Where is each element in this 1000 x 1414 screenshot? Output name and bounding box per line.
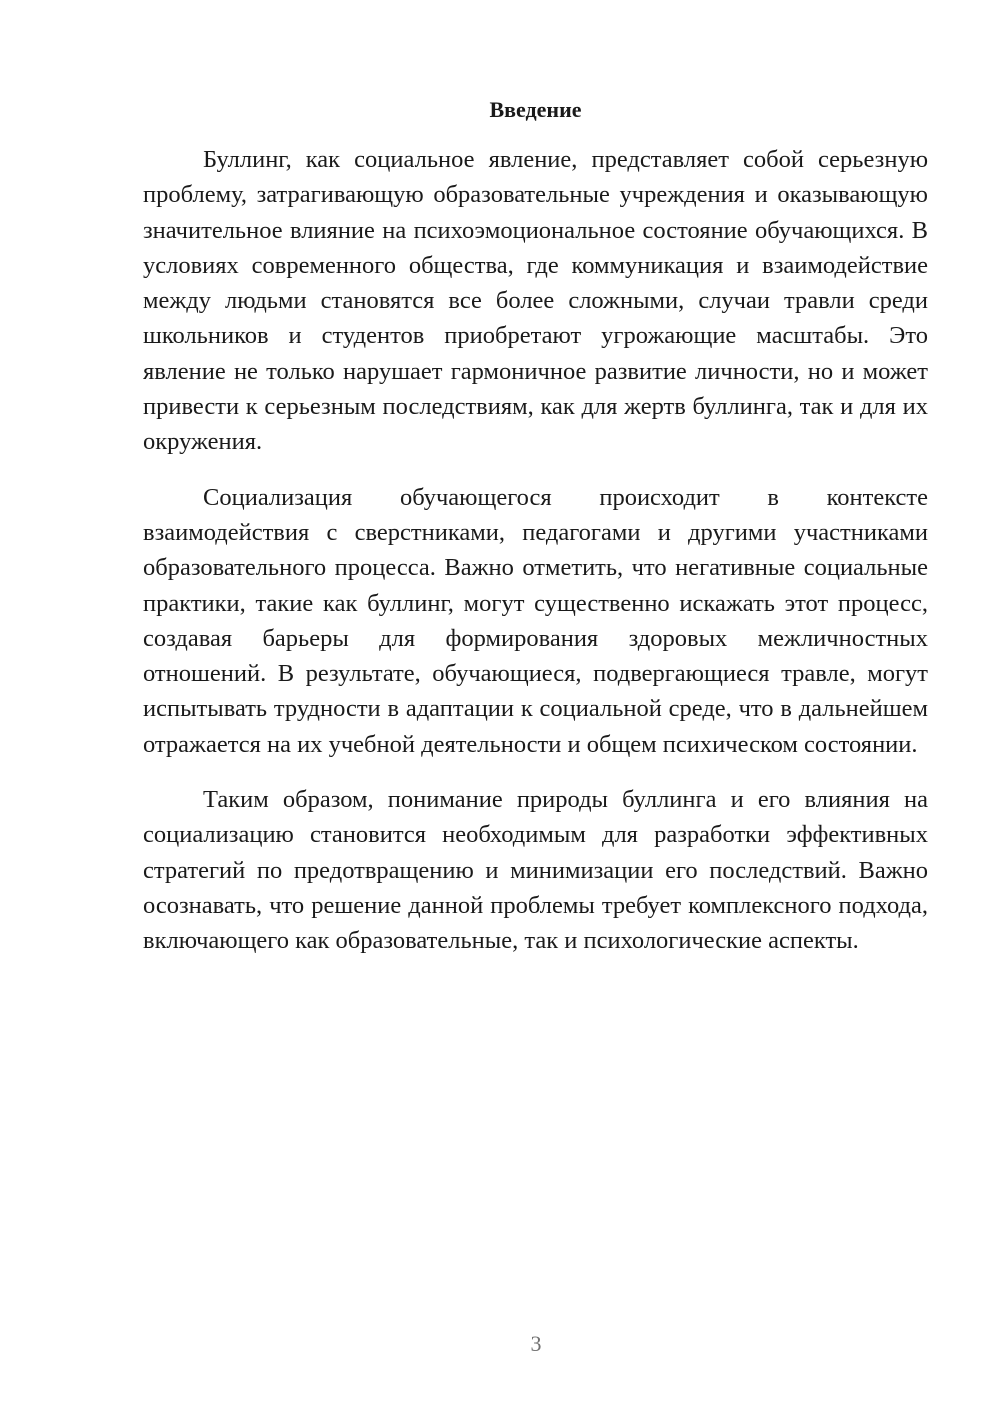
paragraph-2: Социализация обучающегося происходит в контексте взаимодействия с сверстниками, педагогами и другими участниками образовательного процесса. Важно отметить, что негативные социальные практики, такие как буллинг, могут существенно искажать этот процесс, создавая барьеры для формирования здоровых межличностных отношений. В результате, обучающиеся, подвергающиеся травле, могут испытывать трудности в адаптации к социальной среде, что в дальнейшем отражается на их учебной деятельности и общем психическом состоянии. [143,483,928,758]
paragraph-3: Таким образом, понимание природы буллинга и его влияния на социализацию становится необходимым для разработки эффективных стратегий по предотвращению и минимизации его последствий. Важно осознавать, что решение данной проблемы требует комплексного подхода, включающего как образовательные, так и психологические аспекты. [143,786,928,955]
page-content [143,92,928,979]
page-number: 3 [530,1331,542,1356]
section-title: Введение [489,97,582,122]
paragraph-1: Буллинг, как социальное явление, представляет собой серьезную проблему, затрагивающую образовательные учреждения и оказывающую значительное влияние на психоэмоциональное состояние обучающихся. В условиях современного общества, где коммуникация и взаимодействие между людьми становятся все более сложными, случаи травли среди школьников и студентов приобретают угрожающие масштабы. Это явление не только нарушает гармоничное развитие личности, но и может привести к серьезным последствиям, как для жертв буллинга, так и для их окружения. [143,146,928,456]
